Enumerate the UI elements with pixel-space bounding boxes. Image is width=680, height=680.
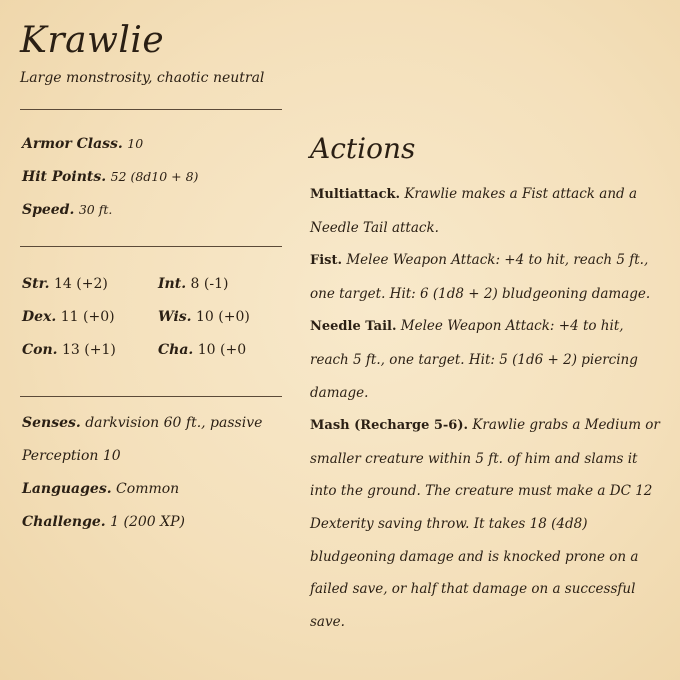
divider bbox=[20, 246, 282, 247]
action-multiattack bbox=[310, 178, 664, 244]
hit-points-label: Hit Points. bbox=[22, 169, 107, 185]
senses-value: darkvision 60 ft., passive bbox=[85, 415, 263, 431]
speed-value: 30 ft. bbox=[78, 202, 113, 217]
languages bbox=[22, 481, 179, 497]
ability-value: 8 (-1) bbox=[190, 276, 229, 292]
ability-label: Str. bbox=[22, 276, 50, 292]
ability-int bbox=[158, 276, 228, 292]
hit-points bbox=[22, 169, 198, 185]
speed bbox=[22, 202, 112, 218]
ability-label: Wis. bbox=[158, 309, 192, 325]
action-fist bbox=[310, 244, 664, 310]
ability-str bbox=[22, 276, 108, 292]
languages-label: Languages. bbox=[22, 481, 112, 497]
ability-con bbox=[22, 342, 116, 358]
languages-value: Common bbox=[116, 481, 180, 497]
action-needle-tail bbox=[310, 310, 664, 409]
actions-heading: Actions bbox=[310, 132, 416, 165]
divider bbox=[20, 396, 282, 397]
action-mash bbox=[310, 409, 664, 638]
challenge bbox=[22, 514, 185, 530]
senses-value-cont: Perception 10 bbox=[22, 448, 121, 464]
armor-class bbox=[22, 136, 143, 152]
ability-value: 11 (+0) bbox=[60, 309, 115, 325]
speed-label: Speed. bbox=[22, 202, 75, 218]
senses bbox=[22, 415, 262, 431]
senses-label: Senses. bbox=[22, 415, 81, 431]
ability-dex bbox=[22, 309, 115, 325]
ability-label: Con. bbox=[22, 342, 58, 358]
challenge-value: 1 (200 XP) bbox=[110, 514, 185, 530]
challenge-label: Challenge. bbox=[22, 514, 106, 530]
action-text: Krawlie makes a Fist attack and a Needle Tail attack. bbox=[310, 186, 637, 236]
actions-list bbox=[310, 178, 664, 638]
armor-class-value: 10 bbox=[127, 136, 144, 151]
ability-label: Dex. bbox=[22, 309, 57, 325]
action-name: Multiattack. bbox=[310, 187, 401, 202]
ability-label: Int. bbox=[158, 276, 187, 292]
armor-class-label: Armor Class. bbox=[22, 136, 123, 152]
ability-wis bbox=[158, 309, 250, 325]
monster-type: Large monstrosity, chaotic neutral bbox=[20, 70, 265, 86]
monster-name: Krawlie bbox=[20, 20, 165, 61]
action-name: Mash (Recharge 5-6). bbox=[310, 418, 469, 434]
ability-value: 10 (+0) bbox=[196, 309, 250, 325]
ability-value: 13 (+1) bbox=[62, 342, 116, 358]
ability-value: 14 (+2) bbox=[54, 276, 108, 292]
action-name: Fist. bbox=[310, 253, 343, 269]
hit-points-value: 52 (8d10 + 8) bbox=[110, 169, 199, 184]
senses-continued bbox=[22, 448, 121, 464]
action-text: Krawlie grabs a Medium or smaller creature within 5 ft. of him and slams it into the ground. The creature must make a DC 12 Dexterity saving throw. It takes 18 (4d8) bludgeoning damage and is knocked prone on a failed save, or half that damage on a successful save. bbox=[310, 417, 660, 630]
ability-label: Cha. bbox=[158, 342, 194, 358]
action-name: Needle Tail. bbox=[310, 319, 397, 335]
ability-cha bbox=[158, 342, 246, 358]
action-text: Melee Weapon Attack: +4 to hit, reach 5 ft., one target. Hit: 5 (1d6 + 2) piercing damage. bbox=[310, 318, 638, 401]
divider bbox=[20, 109, 282, 110]
action-text: Melee Weapon Attack: +4 to hit, reach 5 ft., one target. Hit: 6 (1d8 + 2) bludgeoning damage. bbox=[310, 252, 651, 302]
ability-value: 10 (+0 bbox=[197, 342, 247, 358]
